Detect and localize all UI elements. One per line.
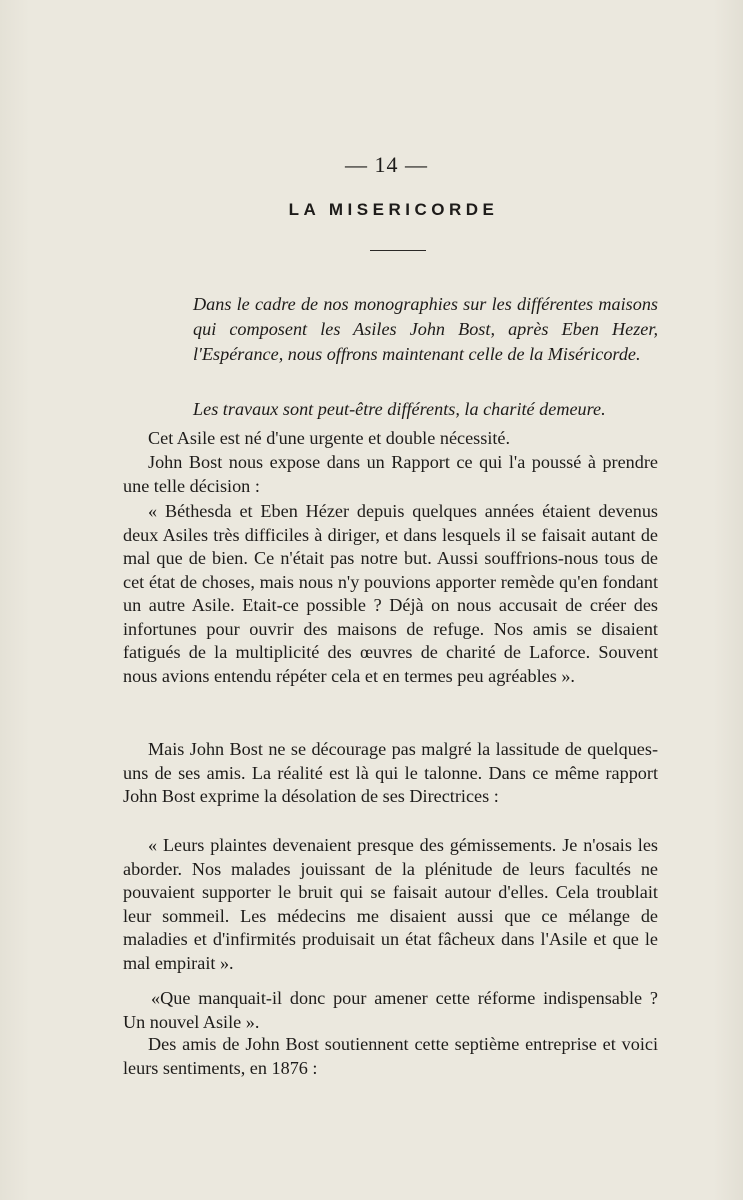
intro-paragraph: Dans le cadre de nos monographies sur les différentes maisons qui composent les Asiles John Bost, après Eben Hezer, l'Espérance, nous offrons maintenant celle de la Miséricorde. [193,294,658,364]
section-title: LA MISERICORDE [288,200,499,219]
page-number: — 14 — [345,152,428,177]
title-divider [370,250,426,251]
body-paragraph: Des amis de John Bost soutiennent cette septième entreprise et voici leurs sentiments, en 1876 : [123,1034,658,1078]
intro-paragraph: Les travaux sont peut-être différents, la charité demeure. [193,399,606,419]
quote-paragraph: « Béthesda et Eben Hézer depuis quelques années étaient devenus deux Asiles très difficiles à diriger, et dans lesquels il se faisait autant de mal que de bien. Ce n'était pas notre but. Aussi souffrions-nous tous de cet état de choses, mais nous n'y pouvions apporter remède qu'en fondant un autre Asile. Etait-ce possible ? Déjà on nous accusait de créer des infortunes pour ouvrir des maisons de refuge. Nos amis se disaient fatigués de la multiplicité des œuvres de charité de Laforce. Souvent nous avions entendu répéter cela et en termes peu agréables ». [123,501,658,686]
body-paragraph: Mais John Bost ne se décourage pas malgré la lassitude de quelques-uns de ses amis. La réalité est là qui le talonne. Dans ce même rapport John Bost exprime la désolation de ses Directrices : [123,739,658,806]
body-paragraph: Cet Asile est né d'une urgente et double nécessité. [148,428,511,448]
quote-paragraph: « Leurs plaintes devenaient presque des gémissements. Je n'osais les aborder. Nos malades jouissant de la plénitude de leurs facultés ne pouvaient supporter le bruit qui se faisait autour d'elles. Cela troublait leur sommeil. Les médecins me disaient aussi que ce mélange de maladies et d'infirmités produisait un état fâcheux dans l'Asile et que le mal empirait ». [123,835,658,973]
body-paragraph: John Bost nous expose dans un Rapport ce qui l'a poussé à prendre une telle décision : [123,452,658,496]
quote-paragraph: «Que manquait-il donc pour amener cette réforme indispensable ? Un nouvel Asile ». [123,988,658,1032]
